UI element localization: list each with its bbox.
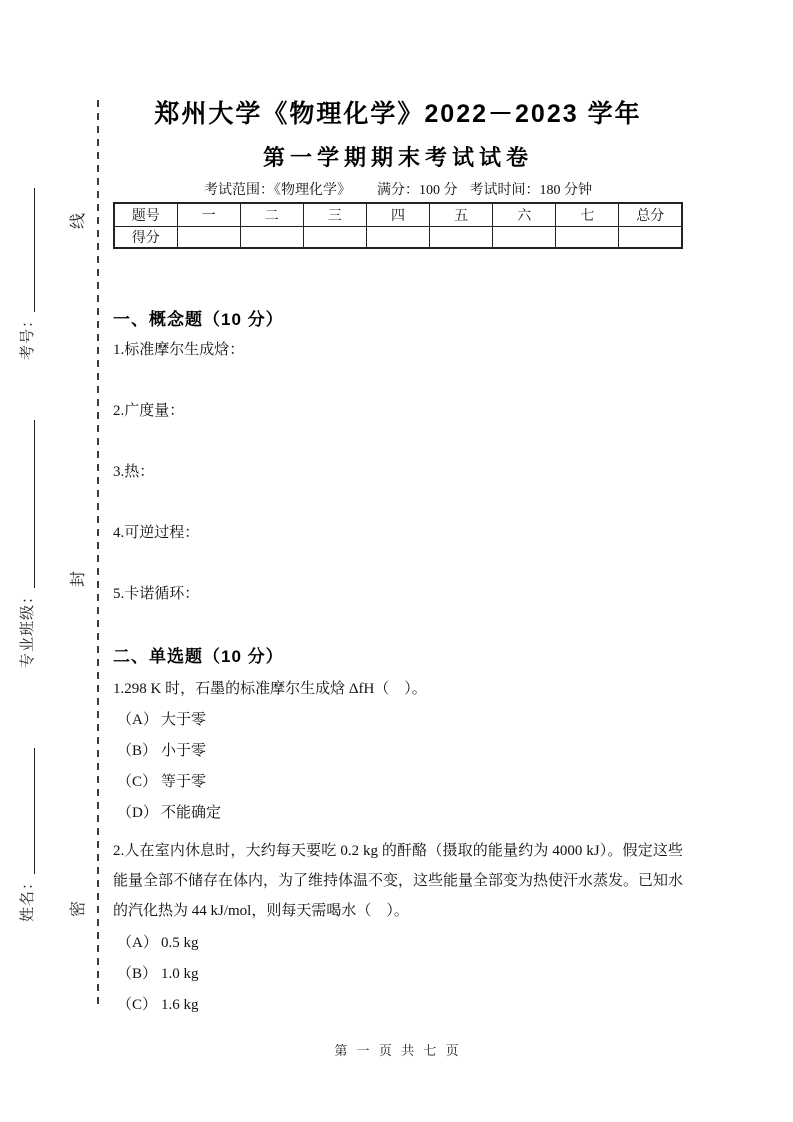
field-student-name-label: 姓名： <box>20 873 36 922</box>
question-2-text: 2.人在室内休息时，大约每天要吃 0.2 kg 的酐酪（摄取的能量约为 4000 kJ）。假定这些能量全部不储存在体内，为了维持体温不变，这些能量全部变为热使汗水蒸发。已知水的汽化热为 44 kJ/mol，则每天需喝水（ ）。 <box>113 843 684 919</box>
score-cell <box>177 227 240 249</box>
question-1-text: 1.298 K 时，石墨的标准摩尔生成焓 ΔfH（ ）。 <box>113 681 427 697</box>
field-exam-number <box>15 188 39 360</box>
score-table-header-cell: 三 <box>303 203 366 227</box>
question-1-option-a <box>113 710 683 730</box>
option-text: 等于零 <box>161 774 207 790</box>
seal-char-xian: 线 <box>70 213 87 230</box>
score-table-score-row <box>114 227 682 249</box>
concept-item-3: 3.热： <box>113 464 155 480</box>
page-footer: 第 一 页 共 七 页 <box>334 1043 462 1058</box>
concept-item-4: 4.可逆过程： <box>113 525 200 541</box>
question-1-option-b <box>113 741 683 761</box>
score-row-label: 得分 <box>114 227 177 249</box>
field-major-class-blank-line <box>34 420 35 588</box>
score-table-header-cell: 四 <box>366 203 429 227</box>
concept-item-5: 5.卡诺循环： <box>113 586 200 602</box>
score-table-header-cell: 二 <box>240 203 303 227</box>
score-cell <box>430 227 493 249</box>
seal-char-feng: 封 <box>70 571 87 588</box>
field-major-class-label: 专业班级： <box>20 587 36 668</box>
page-subtitle: 第一学期期末考试试卷 <box>262 145 533 170</box>
option-text: 大于零 <box>161 712 207 728</box>
score-table-header-cell: 题号 <box>114 203 177 227</box>
score-table-header-cell: 五 <box>430 203 493 227</box>
option-text: 小于零 <box>161 743 207 759</box>
question-2-option-b <box>113 964 683 984</box>
field-student-name-blank-line <box>34 748 35 874</box>
option-label: （C） <box>117 774 158 790</box>
option-label: （C） <box>117 997 158 1013</box>
score-table-header-cell: 总分 <box>619 203 682 227</box>
question-2-option-c <box>113 995 683 1015</box>
score-table-header-cell: 六 <box>493 203 556 227</box>
score-table <box>113 202 683 249</box>
question-2-option-a <box>113 933 683 953</box>
option-label: （A） <box>117 935 158 951</box>
score-table-header-cell: 七 <box>556 203 619 227</box>
option-text: 1.0 kg <box>161 966 199 982</box>
exam-info-line <box>113 182 683 200</box>
seal-char-mi: 密 <box>70 901 87 918</box>
option-text: 不能确定 <box>161 805 222 821</box>
score-cell <box>619 227 682 249</box>
score-cell <box>240 227 303 249</box>
field-exam-number-blank-line <box>34 188 35 312</box>
question-1-option-d <box>113 803 683 823</box>
concept-item-2: 2.广度量： <box>113 403 185 419</box>
option-label: （D） <box>117 805 158 821</box>
score-cell <box>303 227 366 249</box>
score-table-header-row <box>114 203 682 227</box>
exam-content <box>113 0 683 1015</box>
exam-duration: 考试时间：180 分钟 <box>469 183 592 198</box>
score-cell <box>556 227 619 249</box>
score-table-header-cell: 一 <box>177 203 240 227</box>
seal-dashed-line <box>97 100 99 1010</box>
option-label: （B） <box>117 966 158 982</box>
option-text: 0.5 kg <box>161 935 199 951</box>
concept-item-1: 1.标准摩尔生成焓： <box>113 342 245 358</box>
section-1-heading: 一、概念题（10 分） <box>113 310 284 329</box>
section-2-heading: 二、单选题（10 分） <box>113 647 284 666</box>
option-label: （B） <box>117 743 158 759</box>
question-1-option-c <box>113 772 683 792</box>
option-label: （A） <box>117 712 158 728</box>
score-cell <box>366 227 429 249</box>
field-student-name <box>15 748 39 922</box>
score-cell <box>493 227 556 249</box>
field-exam-number-label: 考号： <box>20 311 36 360</box>
exam-full-score: 满分：100 分 <box>377 183 458 198</box>
field-major-class <box>15 420 39 668</box>
option-text: 1.6 kg <box>161 997 199 1013</box>
page-title: 郑州大学《物理化学》2022－2023 学年 <box>154 100 642 128</box>
exam-scope: 考试范围：《物理化学》 <box>204 183 351 198</box>
